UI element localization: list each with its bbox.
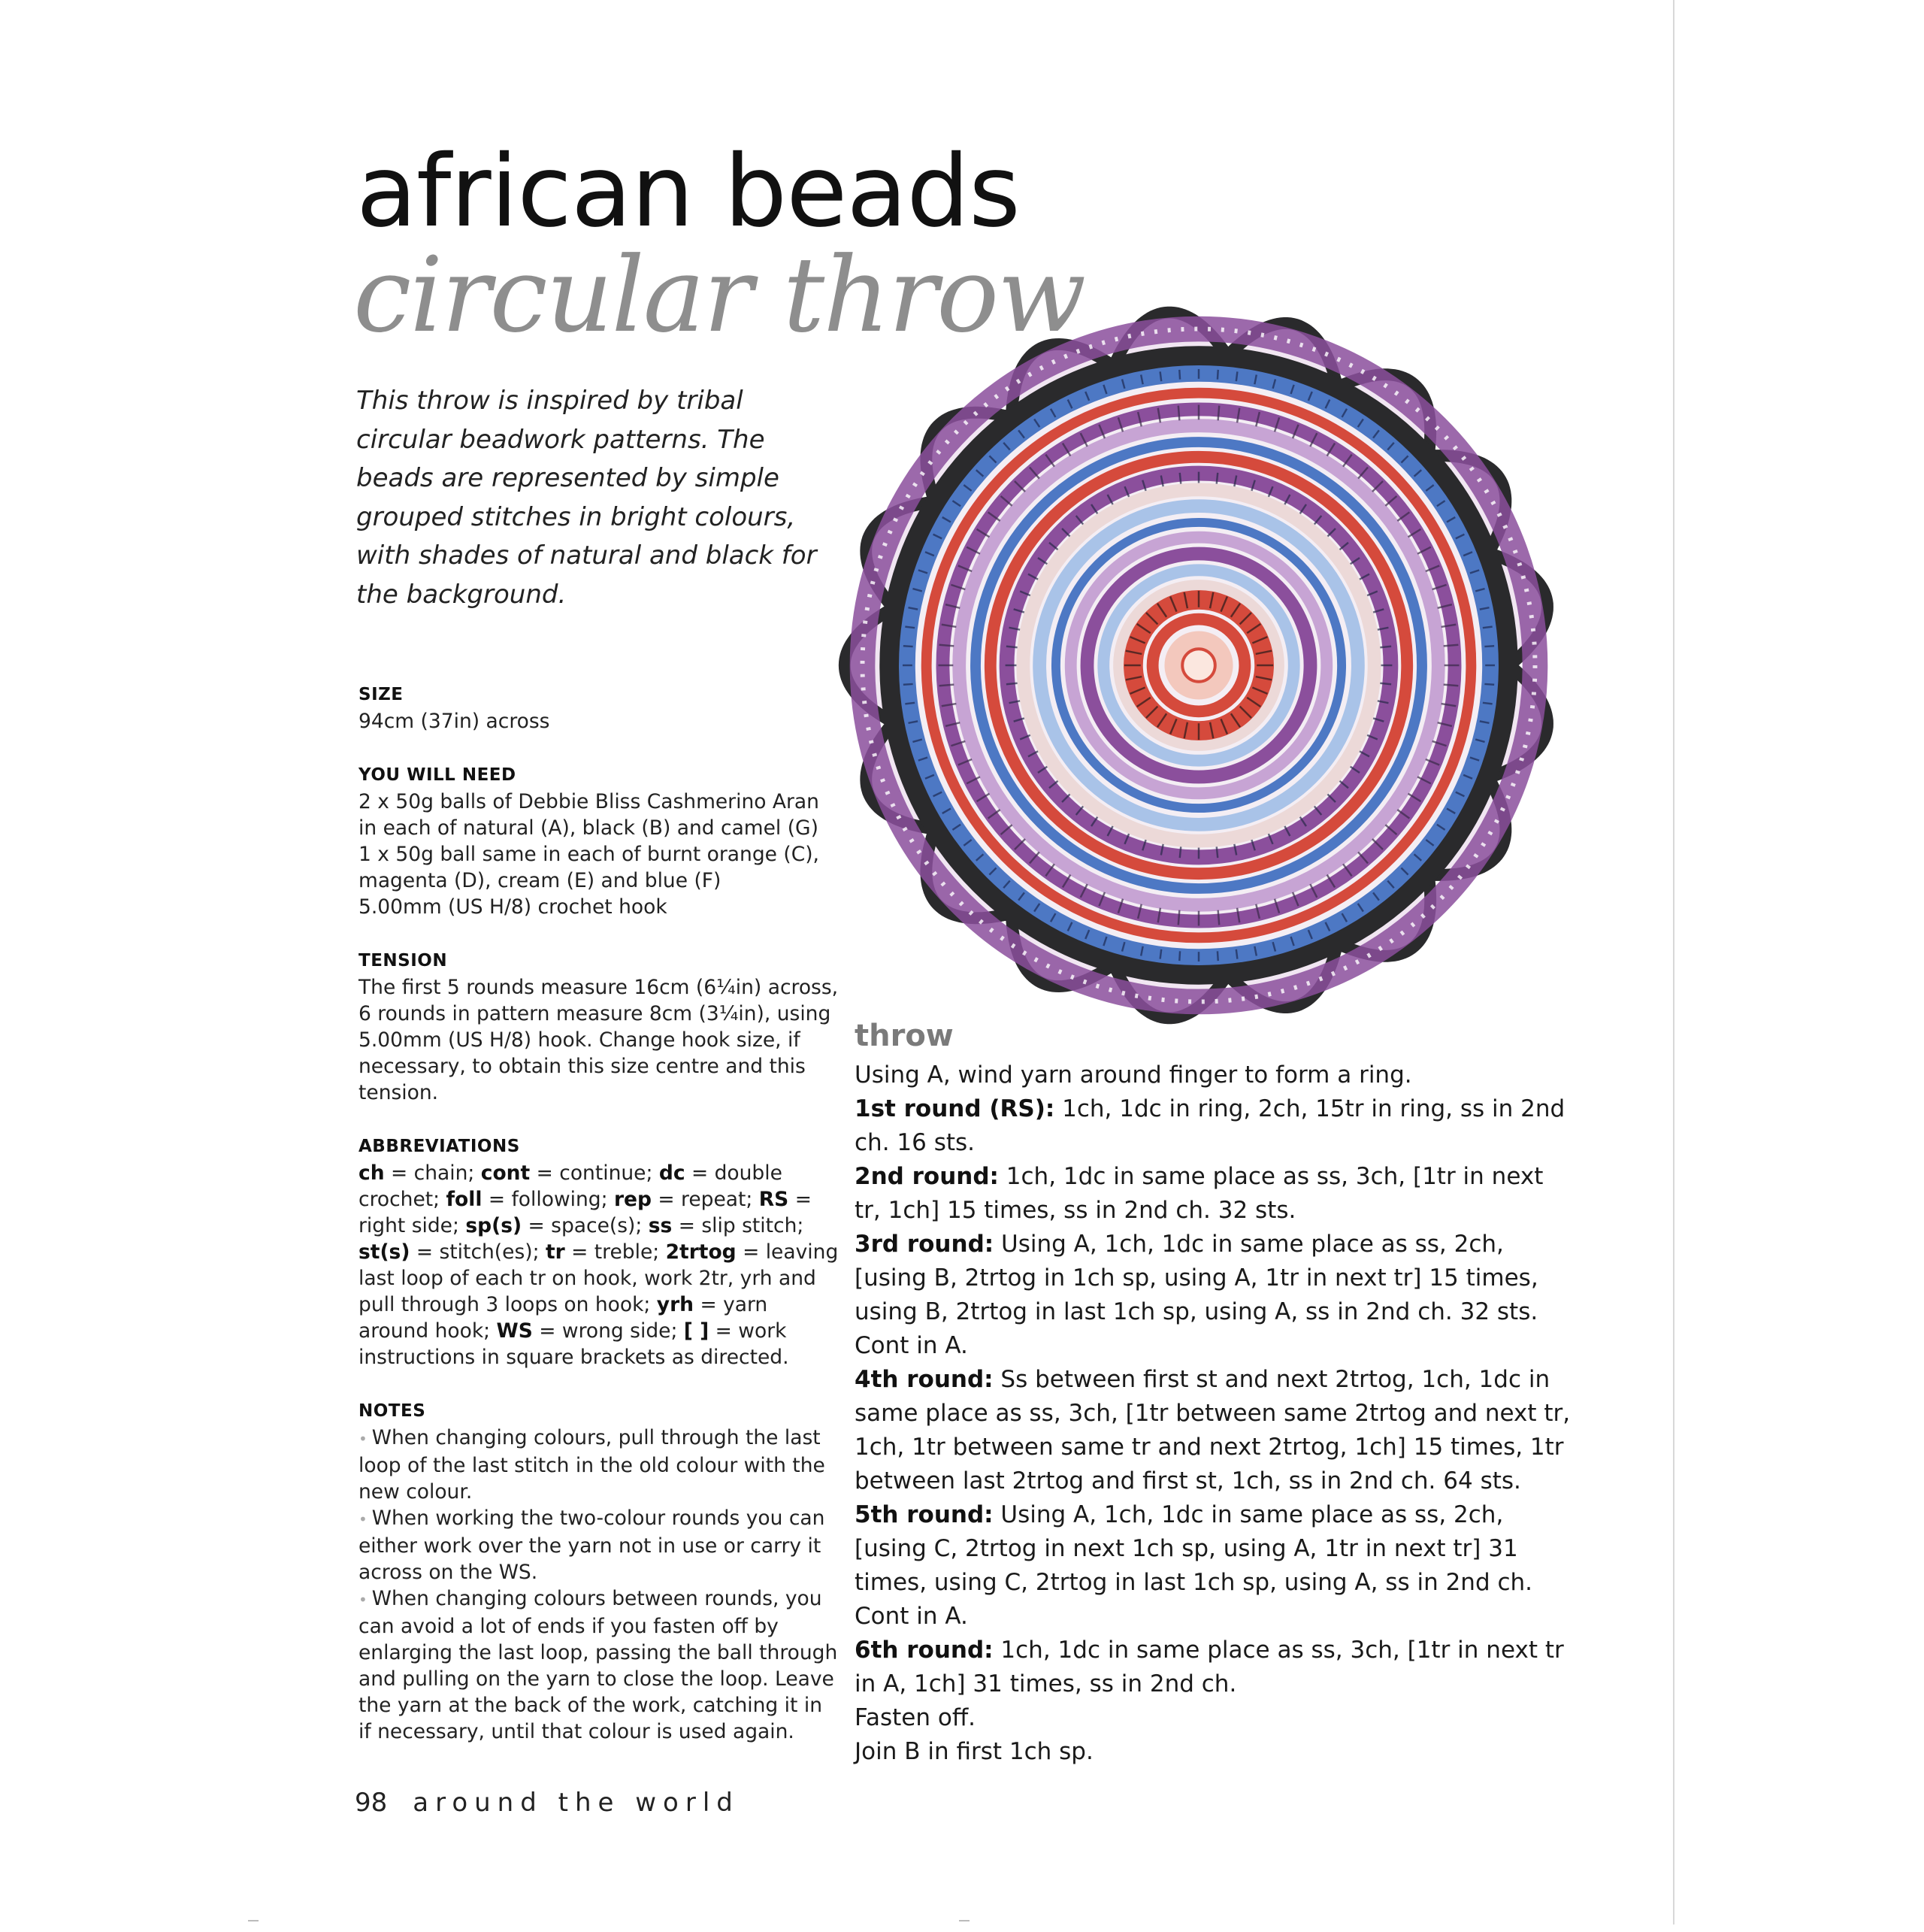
- round-text: Cont in A.: [855, 1332, 968, 1359]
- notes-block: [358, 1398, 839, 1745]
- note-text: When changing colours, pull through the last loop of the last stitch in the old colour with the new colour.: [358, 1426, 825, 1504]
- abbr-term: yrh: [656, 1293, 694, 1316]
- throw-stitch-mark: [905, 703, 915, 704]
- materials-line: 1 x 50g ball same in each of burnt orange (C),: [358, 843, 819, 866]
- throw-stitch-mark: [903, 646, 913, 647]
- round-label: 2nd round:: [855, 1163, 999, 1190]
- materials-heading: YOU WILL NEED: [358, 765, 516, 785]
- abbr-def: = stitch(es);: [410, 1240, 546, 1264]
- note-item: [358, 1585, 839, 1745]
- abbr-term: ss: [648, 1214, 673, 1237]
- page-title: african beads: [356, 134, 1020, 250]
- abbr-term: RS: [758, 1188, 789, 1211]
- bullet-icon: •: [358, 1591, 368, 1609]
- abbr-def: = work instructions in square brackets as directed.: [358, 1319, 789, 1369]
- throw-stitch-mark: [1380, 683, 1391, 684]
- bullet-icon: •: [358, 1430, 368, 1448]
- abbreviations-block: [358, 1133, 839, 1370]
- instruction-paragraph: [855, 1228, 1576, 1329]
- materials-line: in each of natural (A), black (B) and camel (G): [358, 816, 818, 840]
- abbr-term: tr: [545, 1240, 565, 1264]
- throw-stitch-mark: [1218, 910, 1220, 925]
- round-text: 1ch, 1dc in ring, 2ch, 15tr in ring, ss in 2nd ch. 16 sts.: [855, 1095, 1566, 1156]
- round-label: 4th round:: [855, 1366, 994, 1393]
- throw-stitch-mark: [1236, 949, 1238, 959]
- throw-stitch-mark: [1484, 646, 1494, 647]
- throw-stitch-mark: [939, 685, 954, 686]
- abbr-term: WS: [496, 1319, 533, 1343]
- note-item: [358, 1505, 839, 1585]
- instruction-paragraph: [855, 1058, 1576, 1092]
- throw-stitch-mark: [1484, 684, 1494, 685]
- abbr-term: dc: [658, 1161, 685, 1185]
- tension-heading: TENSION: [358, 951, 448, 971]
- section-name: around the world: [413, 1788, 740, 1818]
- throw-stitch-mark: [1178, 910, 1180, 925]
- instruction-paragraph: [855, 1160, 1576, 1228]
- abbr-def: = following;: [482, 1188, 614, 1211]
- materials-line: magenta (D), cream (E) and blue (F): [358, 869, 722, 892]
- note-text: When working the two-colour rounds you can either work over the yarn not in use or carry it across on the WS.: [358, 1507, 825, 1584]
- size-heading: SIZE: [358, 685, 404, 704]
- tension-text: The first 5 rounds measure 16cm (6¼in) across, 6 rounds in pattern measure 8cm (3¼in), using 5.00mm (US H/8) hook. Change hook size, if necessary, to obtain this size centre and this tension.: [358, 976, 839, 1104]
- throw-stitch-mark: [1180, 846, 1181, 858]
- abbr-def: = treble;: [564, 1240, 666, 1264]
- abbr-term: ch: [358, 1161, 385, 1185]
- instruction-paragraph: [855, 1092, 1576, 1160]
- instruction-paragraph: [855, 1701, 1576, 1735]
- crop-mark: [959, 1920, 970, 1932]
- round-text: Using A, 1ch, 1dc in same place as ss, 2ch, [using B, 2trtog in 1ch sp, using A, 1tr in next tr] 15 times, using B, 2trtog in last 1ch sp, using A, ss in 2nd ch. 32 sts.: [855, 1231, 1538, 1325]
- throw-stitch-mark: [1180, 473, 1181, 484]
- materials-line: 2 x 50g balls of Debbie Bliss Cashmerino Aran: [358, 790, 819, 813]
- throw-heading: throw: [855, 1019, 954, 1053]
- instruction-paragraph: [855, 1498, 1576, 1600]
- page-footer: [355, 1786, 740, 1819]
- throw-centre-ring: [1182, 649, 1215, 682]
- round-text: Join B in first 1ch sp.: [855, 1738, 1094, 1765]
- round-text: 1ch, 1dc in same place as ss, 3ch, [1tr in next tr in A, 1ch] 31 times, ss in 2nd ch.: [855, 1637, 1564, 1697]
- round-text: 1ch, 1dc in same place as ss, 3ch, [1tr in next tr, 1ch] 15 times, ss in 2nd ch. 32 sts.: [855, 1163, 1544, 1224]
- abbr-term: st(s): [358, 1240, 410, 1264]
- round-text: Ss between first st and next 2trtog, 1ch, 1dc in same place as ss, 3ch, [1tr between same 2trtog and next tr, 1ch, 1tr between same tr and next 2trtog, 1ch] 15 times, 1tr between last 2trtog and first st, 1ch, ss in 2nd ch. 64 sts.: [855, 1366, 1571, 1494]
- instruction-paragraph: [855, 1634, 1576, 1701]
- instruction-paragraph: [855, 1363, 1576, 1498]
- throw-stitch-mark: [1444, 685, 1459, 686]
- instruction-paragraph: [855, 1735, 1576, 1769]
- throw-stitch-mark: [1178, 406, 1180, 421]
- materials-line: 5.00mm (US H/8) crochet hook: [358, 895, 667, 919]
- instruction-paragraph: [855, 1600, 1576, 1634]
- round-text: Fasten off.: [855, 1704, 976, 1731]
- throw-stitch-mark: [1179, 951, 1180, 961]
- page-subtitle: circular throw: [353, 235, 1085, 356]
- crop-mark: [248, 1920, 259, 1932]
- abbr-def: = double crochet;: [358, 1161, 782, 1211]
- materials-block: [358, 762, 839, 920]
- size-block: [358, 681, 839, 734]
- round-label: 1st round (RS):: [855, 1095, 1055, 1122]
- round-label: 5th round:: [855, 1501, 994, 1528]
- throw-stitch-mark: [1160, 371, 1162, 381]
- abbr-term: cont: [480, 1161, 531, 1185]
- throw-stitch-mark: [1179, 370, 1180, 380]
- abbr-term: rep: [613, 1188, 652, 1211]
- note-item: [358, 1425, 839, 1505]
- abbr-def: = repeat;: [651, 1188, 759, 1211]
- note-text: When changing colours between rounds, you can avoid a lot of ends if you fasten off by enlarging the last loop, passing the ball through and pulling on the yarn to close the loop. Leave the yarn at the back of the work, catching it in if necessary, until that colour is used again.: [358, 1587, 838, 1743]
- abbreviations-text: [358, 1160, 839, 1370]
- throw-stitch-mark: [1006, 683, 1018, 684]
- bullet-icon: •: [358, 1510, 368, 1528]
- throw-stitch-mark: [1217, 846, 1218, 858]
- throw-stitch-mark: [903, 684, 913, 685]
- instruction-paragraph: [855, 1329, 1576, 1363]
- round-text: Using A, wind yarn around finger to form a ring.: [855, 1061, 1412, 1089]
- abbr-def: = right side;: [358, 1188, 812, 1237]
- throw-stitch-mark: [1444, 645, 1459, 647]
- page-number: 98: [355, 1788, 388, 1818]
- throw-stitch-mark: [1160, 949, 1162, 959]
- intro-text: This throw is inspired by tribal circular beadwork patterns. The beads are represented by simple grouped stitches in bright colours, with shades of natural and black for the background.: [356, 386, 817, 610]
- abbr-term: sp(s): [465, 1214, 522, 1237]
- abbr-def: = yarn around hook;: [358, 1293, 768, 1343]
- abbr-term: 2trtog: [665, 1240, 737, 1264]
- page-edge-line: [1673, 0, 1674, 1924]
- abbr-term: [ ]: [683, 1319, 709, 1343]
- throw-stitch-mark: [939, 645, 954, 647]
- throw-instructions: [855, 1016, 1576, 1769]
- throw-stitch-mark: [1483, 627, 1493, 628]
- round-label: 3rd round:: [855, 1231, 994, 1258]
- abbr-def: = space(s);: [522, 1214, 649, 1237]
- round-label: 6th round:: [855, 1637, 994, 1664]
- abbr-def: = continue;: [530, 1161, 659, 1185]
- throw-stitch-mark: [1217, 473, 1218, 484]
- throw-stitch-mark: [1483, 703, 1493, 704]
- throw-stitch-mark: [905, 627, 915, 628]
- notes-heading: NOTES: [358, 1401, 426, 1421]
- throw-stitch-mark: [1218, 406, 1220, 421]
- abbr-def: = wrong side;: [532, 1319, 684, 1343]
- throw-stitch-mark: [1236, 371, 1238, 381]
- circular-throw-illustration: [827, 293, 1571, 1037]
- pattern-info-column: [358, 681, 839, 1772]
- abbr-def: = chain;: [384, 1161, 481, 1185]
- abbr-def: = slip stitch;: [672, 1214, 804, 1237]
- size-text: 94cm (37in) across: [358, 710, 550, 733]
- abbr-term: foll: [446, 1188, 483, 1211]
- abbr-def: = leaving last loop of each tr on hook, work 2tr, yrh and pull through 3 loops on hook;: [358, 1240, 839, 1316]
- round-text: Cont in A.: [855, 1603, 968, 1630]
- round-text: Using A, 1ch, 1dc in same place as ss, 2ch, [using C, 2trtog in next 1ch sp, using A, 1tr in next tr] 31 times, using C, 2trtog in last 1ch sp, using A, ss in 2nd ch.: [855, 1501, 1533, 1596]
- tension-block: [358, 947, 839, 1106]
- abbreviations-heading: ABBREVIATIONS: [358, 1137, 520, 1156]
